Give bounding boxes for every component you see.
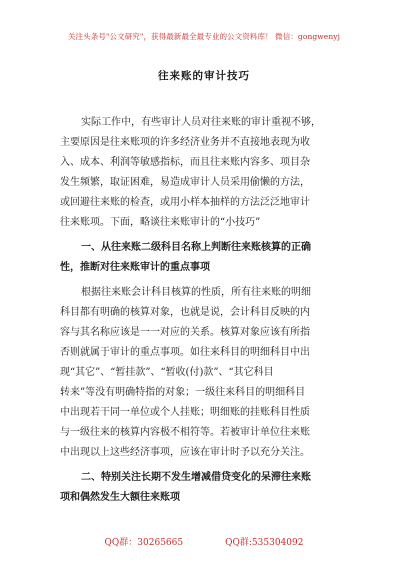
- text-line: 否则就属于审计的重点事项。如往来科目的明细科目中出: [60, 347, 310, 358]
- heading-line: 一、从往来账二级科目名称上判断往来账核算的正确: [81, 242, 311, 253]
- paragraph-intro: [60, 113, 358, 233]
- text-line: 发生频繁，取证困难，易造成审计人员采用偷懒的方法，: [60, 177, 310, 188]
- text-line: 中出现以上这些经济事项，应该在审计时予以充分关注。: [60, 447, 310, 458]
- text-line: 根据往来账会计科目核算的性质，所有往来账的明细: [81, 287, 311, 298]
- text-line: 或回避往来账的检查，或用小样本抽样的方法泛泛地审计: [60, 197, 310, 208]
- text-line: 主要原因是往来账项的许多经济业务并不直接地表现为收: [60, 137, 310, 148]
- text-line: 容与其名称应该是一一对应的关系。核算对象应该有所指: [60, 327, 310, 338]
- text-line: 现“其它”、“暂挂款”、“暂收(付)款”、“其它科目: [60, 367, 274, 378]
- section-heading-1: [60, 238, 358, 278]
- text-line: 实际工作中，有些审计人员对往来账的审计重视不够，: [81, 117, 321, 128]
- document-body: [60, 113, 358, 508]
- text-line: 中出现若干同一单位或个人挂账；明细账的挂账科目性质: [60, 407, 310, 418]
- text-line: 转来”等没有明确特指的对象；一级往来科目的明细科目: [60, 387, 306, 398]
- text-line: 往来账项。下面，略谈往来账审计的“小技巧”: [60, 217, 261, 228]
- text-line: 科目都有明确的核算对象，也就是说，会计科目反映的内: [60, 307, 310, 318]
- text-line: 入、成本、利润等敏感指标，而且往来账内容多、项目杂: [60, 157, 310, 168]
- header-notice: 关注头条号"公文研究"，获得最新最全最专业的公文资料库！ 微信：gongwenyj: [67, 32, 341, 41]
- heading-line: 二、特别关注长期不发生增减借贷变化的呆滞往来账: [81, 472, 311, 483]
- heading-line: 性，推断对往来账审计的重点事项: [60, 262, 210, 273]
- document-title: 往来账的审计技巧: [158, 70, 250, 82]
- text-line: 与一级往来的核算内容极不相符等。若被审计单位往来账: [60, 427, 310, 438]
- heading-line: 项和偶然发生大额往来账项: [60, 492, 180, 503]
- paragraph-subject-analysis: [60, 283, 358, 463]
- qq-group-1: QQ群：30265665: [104, 538, 184, 548]
- qq-group-2: QQ群:535304092: [225, 538, 304, 548]
- footer: [0, 535, 408, 548]
- section-heading-2: [60, 468, 358, 508]
